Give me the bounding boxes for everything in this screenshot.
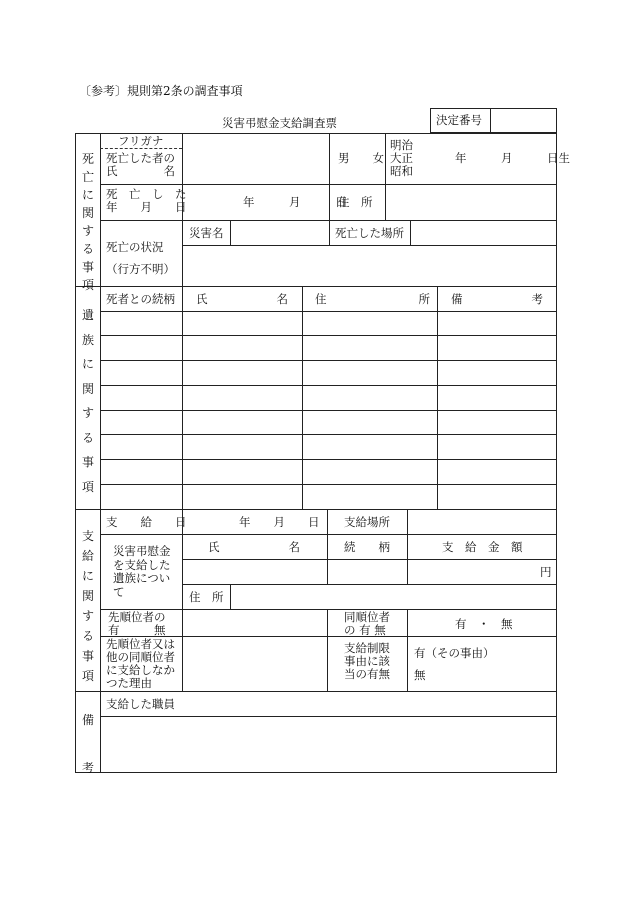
same-rank-options[interactable]: 有 ・ 無	[455, 617, 513, 631]
divider	[182, 286, 183, 509]
deceased-name-field[interactable]	[183, 134, 329, 183]
divider	[327, 509, 328, 584]
remarks-section-label: 備 考	[81, 713, 94, 775]
col-relation-header: 死者との続柄	[106, 292, 175, 306]
remarks-field[interactable]	[101, 717, 556, 772]
payment-date-value[interactable]: 年 月 日	[239, 515, 320, 529]
death-place-field[interactable]	[411, 221, 556, 244]
amount-field[interactable]	[408, 560, 538, 583]
recipient-address-label: 住 所	[189, 590, 224, 604]
death-place-label: 死亡した場所	[335, 226, 404, 240]
divider	[329, 133, 330, 184]
recipient-label: 災害弔慰金 を支給した 遺族につい て	[113, 544, 171, 599]
table-row-line	[100, 335, 557, 336]
table-row-line	[100, 459, 557, 460]
payment-date-label: 支 給 日	[106, 515, 187, 529]
col-address-header: 住 所	[315, 292, 430, 306]
disaster-name-label: 災害名	[189, 226, 224, 240]
table-row-line	[100, 434, 557, 435]
death-date-value[interactable]: 年 月 日	[243, 195, 347, 209]
decision-number-label: 決定番号	[436, 113, 482, 127]
divider	[75, 691, 557, 692]
disaster-name-field[interactable]	[231, 221, 328, 244]
divider	[100, 534, 557, 535]
reason-field[interactable]	[183, 637, 326, 690]
death-status-field[interactable]	[183, 246, 556, 285]
col-name-header: 氏 名	[196, 292, 288, 306]
birth-date[interactable]: 年 月 日生	[455, 151, 570, 165]
era-options[interactable]: 明治 大正 昭和	[390, 138, 413, 178]
divider	[407, 609, 408, 691]
address-label: 住 所	[338, 195, 373, 209]
table-row-line	[100, 360, 557, 361]
reason-label: 先順位者又は 他の同順位者 に支給しなか つた理由	[106, 637, 175, 690]
restriction-no-option[interactable]: 無	[414, 668, 426, 682]
divider	[437, 286, 438, 509]
table-row-line	[100, 410, 557, 411]
divider	[75, 286, 557, 287]
payment-place-field[interactable]	[408, 510, 556, 533]
deceased-name-label: 死亡した者の 氏 名	[106, 151, 175, 178]
table-row-line	[100, 484, 557, 485]
amount-header: 支 給 金 額	[442, 540, 523, 554]
recipient-name-header: 氏 名	[208, 540, 300, 554]
restriction-yes-option[interactable]: 有（その事由）	[414, 646, 495, 660]
death-date-label: 死 亡 し た 年 月 日	[106, 187, 187, 214]
table-row-line	[100, 385, 557, 386]
divider	[100, 133, 101, 773]
gender-options[interactable]: 男 女	[338, 151, 384, 165]
form-title: 災害弔慰金支給調査票	[222, 116, 337, 130]
divider	[327, 609, 328, 691]
divider	[329, 184, 330, 220]
payment-place-label: 支給場所	[344, 515, 390, 529]
death-status-label: 死亡の状況 （行方不明）	[106, 240, 175, 276]
yen-unit: 円	[540, 565, 552, 579]
bereaved-section-label: 遺 族 に 関 す る 事 項	[81, 308, 94, 494]
divider	[385, 133, 386, 184]
death-section-label: 死 亡 に 関 す る 事 項	[81, 152, 94, 292]
recipient-address-field[interactable]	[231, 585, 556, 608]
recipient-relation-header: 続 柄	[344, 540, 390, 554]
priority-label: 先順位者の 有 無	[108, 610, 166, 637]
table-row-line	[100, 311, 557, 312]
divider	[100, 609, 557, 610]
payment-section-label: 支 給 に 関 す る 事 項	[81, 529, 94, 683]
furigana-label: フリガナ	[118, 134, 164, 148]
same-rank-label: 同順位者 の 有 無	[344, 610, 390, 637]
divider	[302, 286, 303, 509]
furigana-divider	[100, 148, 182, 149]
staff-label: 支給した職員	[106, 697, 175, 711]
document-caption: 〔参考〕規則第2条の調査事項	[79, 84, 243, 98]
col-remarks-header: 備 考	[451, 292, 543, 306]
divider	[329, 220, 330, 245]
decision-number-field[interactable]	[491, 109, 556, 132]
deceased-address-field[interactable]	[386, 185, 556, 219]
restriction-label: 支給制限 事由に該 当の有無	[344, 641, 390, 681]
